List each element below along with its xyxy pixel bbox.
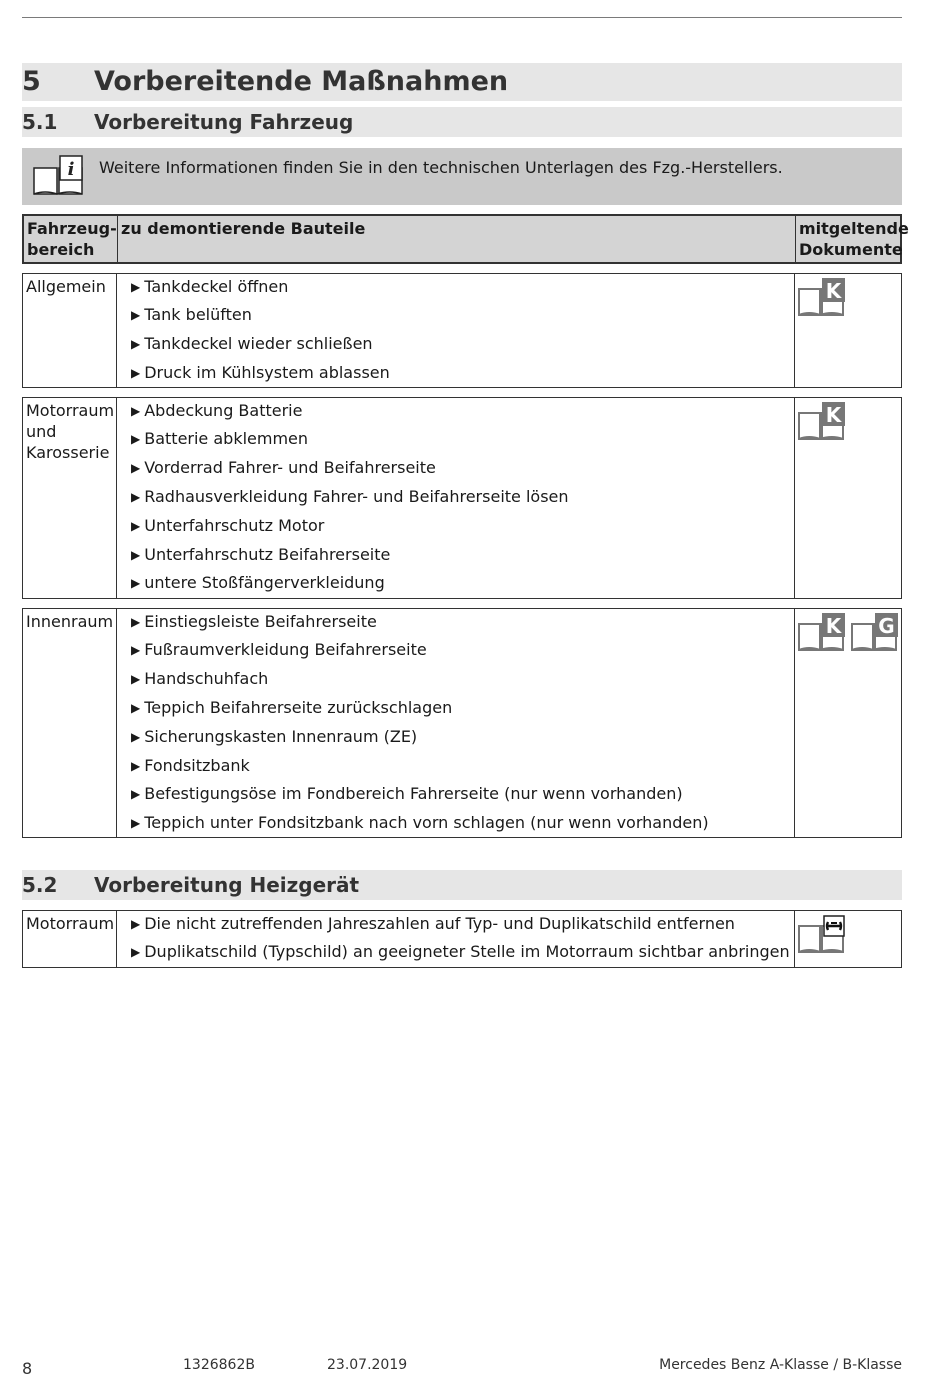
table-row-motorraum-heizgeraet xyxy=(22,910,902,968)
book-g-icon xyxy=(850,612,900,658)
triangle-bullet-icon: ▶ xyxy=(131,337,141,351)
triangle-bullet-icon: ▶ xyxy=(131,519,141,533)
list-item: ▶ Tankdeckel wieder schließen xyxy=(131,334,373,353)
list-item: ▶ Die nicht zutreffenden Jahreszahlen auf Typ- und Duplikatschild entfernen xyxy=(131,914,735,933)
info-text: Weitere Informationen finden Sie in den technischen Unterlagen des Fzg.-Herstellers. xyxy=(99,158,783,177)
list-item: ▶ Teppich Beifahrerseite zurückschlagen xyxy=(131,698,453,717)
book-k-icon xyxy=(797,277,847,323)
svg-text:K: K xyxy=(825,614,842,638)
triangle-bullet-icon: ▶ xyxy=(131,461,141,475)
section-number: 5 xyxy=(22,66,41,97)
triangle-bullet-icon: ▶ xyxy=(131,787,141,801)
triangle-bullet-icon: ▶ xyxy=(131,730,141,744)
svg-text:K: K xyxy=(825,279,842,303)
triangle-bullet-icon: ▶ xyxy=(131,945,141,959)
list-item: ▶ Befestigungsöse im Fondbereich Fahrerseite (nur wenn vorhanden) xyxy=(131,784,683,803)
list-item: ▶ Druck im Kühlsystem ablassen xyxy=(131,363,390,382)
header-documents: mitgeltende Dokumente xyxy=(799,219,909,259)
vehicle-name: Mercedes Benz A-Klasse / B-Klasse xyxy=(659,1357,902,1373)
triangle-bullet-icon: ▶ xyxy=(131,280,141,294)
table-row-innenraum xyxy=(22,608,902,838)
triangle-bullet-icon: ▶ xyxy=(131,576,141,590)
list-item: ▶ Unterfahrschutz Beifahrerseite xyxy=(131,545,391,564)
triangle-bullet-icon: ▶ xyxy=(131,308,141,322)
list-item: ▶ Batterie abklemmen xyxy=(131,429,309,448)
list-item: ▶ Radhausverkleidung Fahrer- und Beifahrerseite lösen xyxy=(131,487,569,506)
section-heading xyxy=(22,63,902,101)
list-item: ▶ Sicherungskasten Innenraum (ZE) xyxy=(131,727,418,746)
table-row-motorraum-karosserie xyxy=(22,397,902,599)
table-row-allgemein xyxy=(22,273,902,388)
list-item: ▶ Vorderrad Fahrer- und Beifahrerseite xyxy=(131,458,436,477)
triangle-bullet-icon: ▶ xyxy=(131,643,141,657)
page-number: 8 xyxy=(22,1359,33,1378)
triangle-bullet-icon: ▶ xyxy=(131,490,141,504)
row-area: Innenraum xyxy=(26,612,114,631)
row-area: Allgemein xyxy=(26,277,106,296)
subsection-heading-2 xyxy=(22,870,902,900)
book-info-icon xyxy=(32,154,84,202)
header-area: Fahrzeug- bereich xyxy=(27,219,117,259)
triangle-bullet-icon: ▶ xyxy=(131,404,141,418)
svg-text:i: i xyxy=(67,159,75,180)
triangle-bullet-icon: ▶ xyxy=(131,366,141,380)
row-area: Motorraum xyxy=(26,914,115,933)
list-item: ▶ Einstiegsleiste Beifahrerseite xyxy=(131,612,377,631)
list-item: ▶ Unterfahrschutz Motor xyxy=(131,516,325,535)
section-title: Vorbereitende Maßnahmen xyxy=(94,66,509,97)
triangle-bullet-icon: ▶ xyxy=(131,548,141,562)
top-rule xyxy=(22,17,902,18)
header-components: zu demontierende Bauteile xyxy=(121,219,366,238)
row-area: Motorraum und Karosserie xyxy=(26,401,115,462)
list-item: ▶ Fußraumverkleidung Beifahrerseite xyxy=(131,640,427,659)
list-item: ▶ Abdeckung Batterie xyxy=(131,401,303,420)
book-k-icon xyxy=(797,401,847,447)
svg-text:G: G xyxy=(878,614,895,638)
svg-text:K: K xyxy=(825,403,842,427)
table-header xyxy=(22,214,909,264)
subsection-title: Vorbereitung Fahrzeug xyxy=(94,110,354,134)
triangle-bullet-icon: ▶ xyxy=(131,672,141,686)
subsection-number: 5.1 xyxy=(22,110,58,134)
info-box xyxy=(22,148,902,205)
triangle-bullet-icon: ▶ xyxy=(131,615,141,629)
list-item: ▶ untere Stoßfängerverkleidung xyxy=(131,573,385,592)
book-heater-icon xyxy=(797,914,847,960)
list-item: ▶ Handschuhfach xyxy=(131,669,269,688)
list-item: ▶ Duplikatschild (Typschild) an geeigneter Stelle im Motorraum sichtbar anbringen xyxy=(131,942,790,961)
triangle-bullet-icon: ▶ xyxy=(131,701,141,715)
list-item: ▶ Tank belüften xyxy=(131,305,252,324)
list-item: ▶ Teppich unter Fondsitzbank nach vorn schlagen (nur wenn vorhanden) xyxy=(131,813,709,832)
list-item: ▶ Fondsitzbank xyxy=(131,756,250,775)
triangle-bullet-icon: ▶ xyxy=(131,759,141,773)
list-item: ▶ Tankdeckel öffnen xyxy=(131,277,289,296)
subsection-number: 5.2 xyxy=(22,873,58,897)
subsection-heading-1 xyxy=(22,107,902,137)
subsection-title: Vorbereitung Heizgerät xyxy=(94,873,360,897)
triangle-bullet-icon: ▶ xyxy=(131,816,141,830)
document-date: 23.07.2019 xyxy=(327,1357,408,1373)
triangle-bullet-icon: ▶ xyxy=(131,432,141,446)
triangle-bullet-icon: ▶ xyxy=(131,917,141,931)
book-k-icon xyxy=(797,612,847,658)
document-number: 1326862B xyxy=(183,1357,255,1373)
